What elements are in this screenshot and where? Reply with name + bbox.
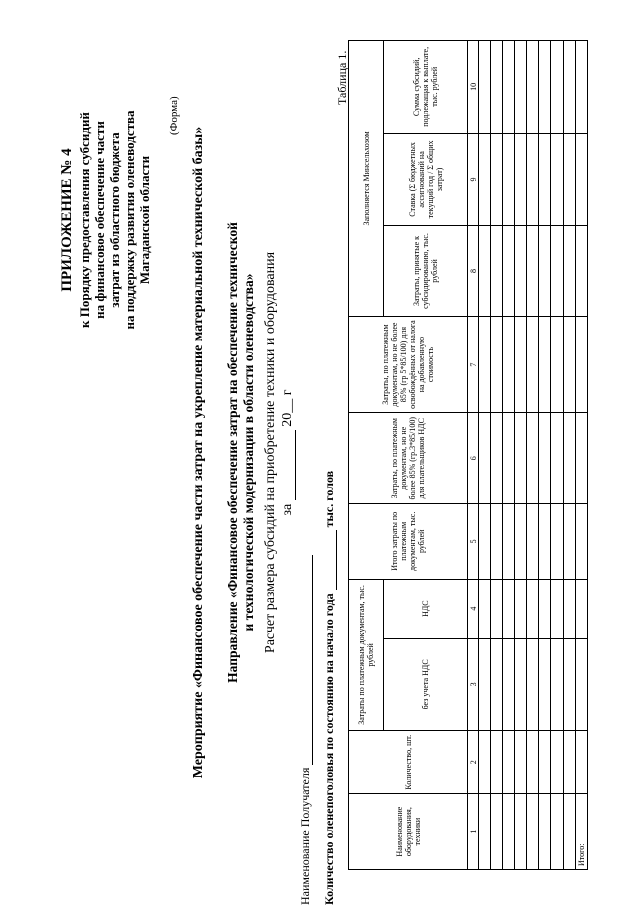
subsidy-table [348, 40, 588, 870]
column-number: 2 [468, 731, 478, 794]
column-number: 4 [468, 579, 478, 638]
column-number: 5 [468, 503, 478, 579]
direction-heading [225, 0, 257, 905]
table-number: Таблица 1. [335, 50, 349, 105]
header-vat: НДС [384, 579, 468, 638]
table-row [515, 41, 527, 870]
calculation-period [279, 0, 296, 905]
column-number: 9 [468, 133, 478, 226]
table-row [490, 41, 502, 870]
period-year: 20__ г [280, 389, 295, 427]
table-row [502, 41, 514, 870]
header-equipment: Наименование оборудования, техники [349, 794, 468, 870]
form-label: (Форма) [168, 96, 180, 135]
column-number: 10 [468, 41, 478, 134]
calculation-line: Расчет размера субсидий на приобретение техники и оборудования [263, 251, 278, 654]
header-quantity: Количество, шт. [349, 731, 468, 794]
header-total-costs: Итого затраты по платежным документам, тыс. рублей [349, 503, 468, 579]
column-number: 3 [468, 638, 478, 731]
direction-line: Направление «Финансовое обеспечение затрат на обеспечение технической [225, 222, 240, 683]
header-ministry-group: Заполняется Минсельхозом [349, 41, 384, 317]
header-costs-vat-payers: Затраты, по платежным документам, но не более 85% (гр.3*85/100) для плательщиков НДС [349, 413, 468, 503]
column-number: 1 [468, 794, 478, 870]
table-row [527, 41, 539, 870]
direction-line: и технологической модернизации в области оленеводства» [241, 273, 256, 632]
total-label: Итого: [575, 794, 587, 870]
header-without-vat: без учета НДС [384, 638, 468, 731]
header-costs-vat-exempt: Затраты, по платежным документам, но не более 85% (гр 5*85/100) для освобождённых от налога на добавленную стоимость [349, 316, 468, 413]
header-accepted-costs: Затраты, принятые к субсидированию, тыс. рублей [384, 226, 468, 316]
column-number: 8 [468, 226, 478, 316]
column-number: 7 [468, 316, 478, 413]
period-blank [283, 430, 296, 500]
table-row [539, 41, 551, 870]
appendix-line: на финансовое обеспечение части [92, 121, 107, 319]
appendix-block [60, 55, 152, 385]
herd-blank [324, 530, 337, 590]
table-row [563, 41, 575, 870]
period-prefix: за [280, 503, 295, 516]
header-subsidy-sum: Сумма субсидий, подлежащая к выплате, тыс. рублей [384, 41, 468, 134]
recipient-blank [300, 555, 313, 765]
appendix-line: Магаданской области [137, 155, 152, 285]
recipient-row [298, 555, 313, 905]
header-rate: Ставка (Σ бюджетных ассигнований на текущий год / Σ общих затрат) [384, 133, 468, 226]
appendix-line: к Порядку предоставления субсидий [77, 112, 92, 328]
recipient-label: Наименование Получателя [298, 767, 312, 905]
column-number: 6 [468, 413, 478, 503]
table-total-row [575, 41, 587, 870]
appendix-title: ПРИЛОЖЕНИЕ № 4 [59, 148, 75, 292]
appendix-line: затрат из областного бюджета [107, 132, 122, 308]
herd-label: Количество оленепоголовья по состоянию на начало года [322, 593, 336, 905]
calculation-heading [262, 0, 296, 905]
herd-row [322, 471, 337, 905]
table-row [478, 41, 490, 870]
measure-heading: Мероприятие «Финансовое обеспечение части затрат на укрепление материальной технической базы» [191, 126, 206, 779]
appendix-line: на поддержку развития оленеводства [122, 110, 137, 330]
table-row [551, 41, 563, 870]
herd-unit: тыс. голов [322, 470, 336, 528]
header-costs-group: Затраты по платежным документам, тыс. рублей [349, 579, 384, 730]
